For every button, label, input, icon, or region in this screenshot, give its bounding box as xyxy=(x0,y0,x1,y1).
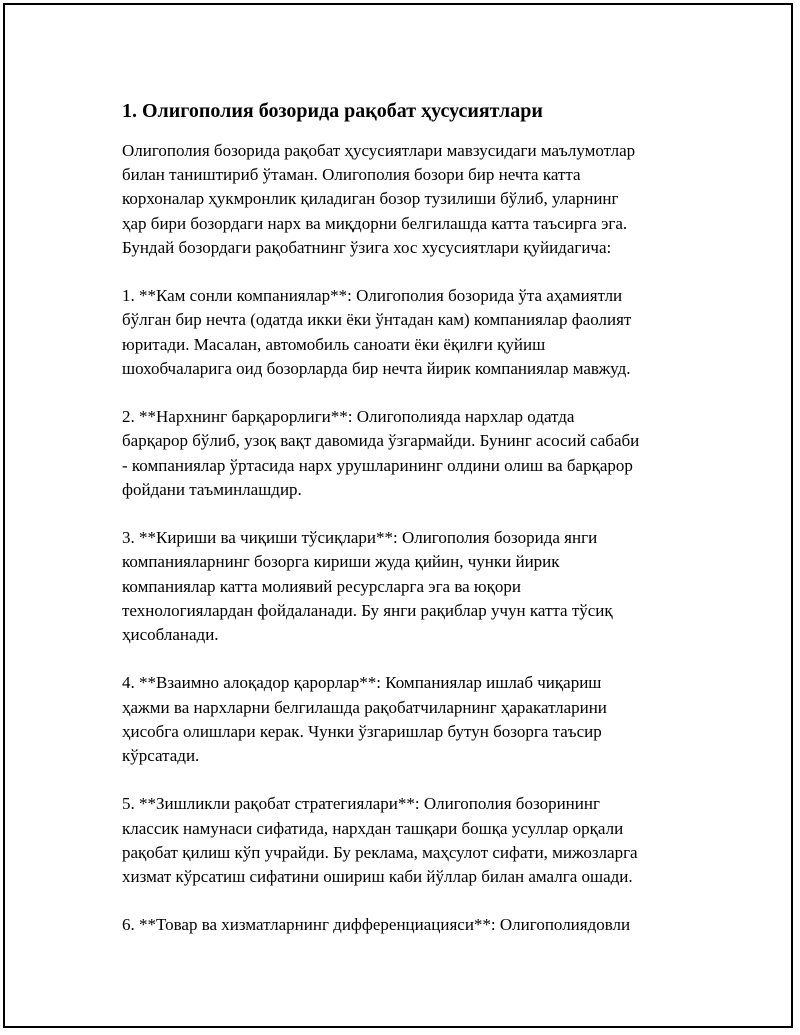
text-line: корхоналар ҳукмронлик қиладиган бозор тузилиши бўлиб, уларнинг xyxy=(122,189,619,209)
text-line: барқарор бўлиб, узоқ вақт давомида ўзгармайди. Бунинг асосий сабаби xyxy=(122,431,640,451)
text-line: 1. **Кам сонли компаниялар**: Олигополия бозорида ўта аҳамиятли xyxy=(122,286,623,306)
text-line: бўлган бир нечта (одатда икки ёки ўнтадан кам) компаниялар фаолият xyxy=(122,310,632,330)
text-line: 4. **Взаимно алоқадор қарорлар**: Компаниялар ишлаб чиқариш xyxy=(122,673,602,693)
text-line: билан таништириб ўтаман. Олигополия бозори бир нечта катта xyxy=(122,165,581,185)
section-heading: 1. Олигополия бозорида рақобат ҳусусиятлари xyxy=(122,100,543,122)
text-line: хизмат кўрсатиш сифатини ошириш каби йўллар билан амалга ошади. xyxy=(122,867,633,887)
text-line: классик намунаси сифатида, нархдан ташқари бошқа усуллар орқали xyxy=(122,818,624,838)
text-line: - компаниялар ўртасида нарх урушларининг олдини олиш ва барқарор xyxy=(122,455,633,475)
text-line: технологиялардан фойдаланади. Бу янги рақиблар учун катта тўсиқ xyxy=(122,600,613,620)
text-line: кўрсатади. xyxy=(122,746,200,766)
list-item-paragraph xyxy=(122,792,722,889)
list-item-paragraph xyxy=(122,913,722,937)
text-line: ҳисобга олишлари керак. Чунки ўзгаришлар бутун бозорга таъсир xyxy=(122,721,602,741)
document-body xyxy=(122,97,722,962)
list-item-paragraph xyxy=(122,526,722,647)
text-line: ҳажми ва нархларни белгилашда рақобатчиларнинг ҳаракатларини xyxy=(122,697,607,717)
text-line: 6. **Товар ва хизматларнинг дифференциацияси**: Олигополиядовли xyxy=(122,915,631,935)
text-line: 2. **Нархнинг барқарорлиги**: Олигополияда нархлар одатда xyxy=(122,407,575,427)
text-line: Бундай бозордаги рақобатнинг ўзига хос хусусиятлари қуйидагича: xyxy=(122,237,612,257)
list-item-paragraph xyxy=(122,284,722,381)
paragraph-list xyxy=(122,139,722,938)
text-line: юритади. Масалан, автомобиль саноати ёки ёқилғи қуйиш xyxy=(122,334,546,354)
text-line: ҳисобланади. xyxy=(122,625,219,645)
text-line: 5. **Зишликли рақобат стратегиялари**: Олигополия бозорининг xyxy=(122,794,600,814)
text-line: Олигополия бозорида рақобат ҳусусиятлари мавзусидаги маълумотлар xyxy=(122,141,636,160)
text-line: 3. **Кириши ва чиқиши тўсиқлари**: Олигополия бозорида янги xyxy=(122,528,598,548)
text-line: компаниялар катта молиявий ресурсларга эга ва юқори xyxy=(122,576,521,596)
list-item-paragraph xyxy=(122,405,722,502)
intro-paragraph xyxy=(122,139,722,260)
text-line: компанияларнинг бозорга кириши жуда қийин, чунки йирик xyxy=(122,552,560,572)
page-frame xyxy=(3,3,793,1028)
text-line: рақобат қилиш кўп учрайди. Бу реклама, маҳсулот сифати, мижозларга xyxy=(122,842,638,862)
list-item-paragraph xyxy=(122,671,722,768)
text-line: шохобчаларига оид бозорларда бир нечта йирик компаниялар мавжуд. xyxy=(122,358,631,378)
text-line: ҳар бири бозордаги нарх ва миқдорни белгилашда катта таъсирга эга. xyxy=(122,213,628,233)
text-line: фойдани таъминлашдир. xyxy=(122,479,302,499)
